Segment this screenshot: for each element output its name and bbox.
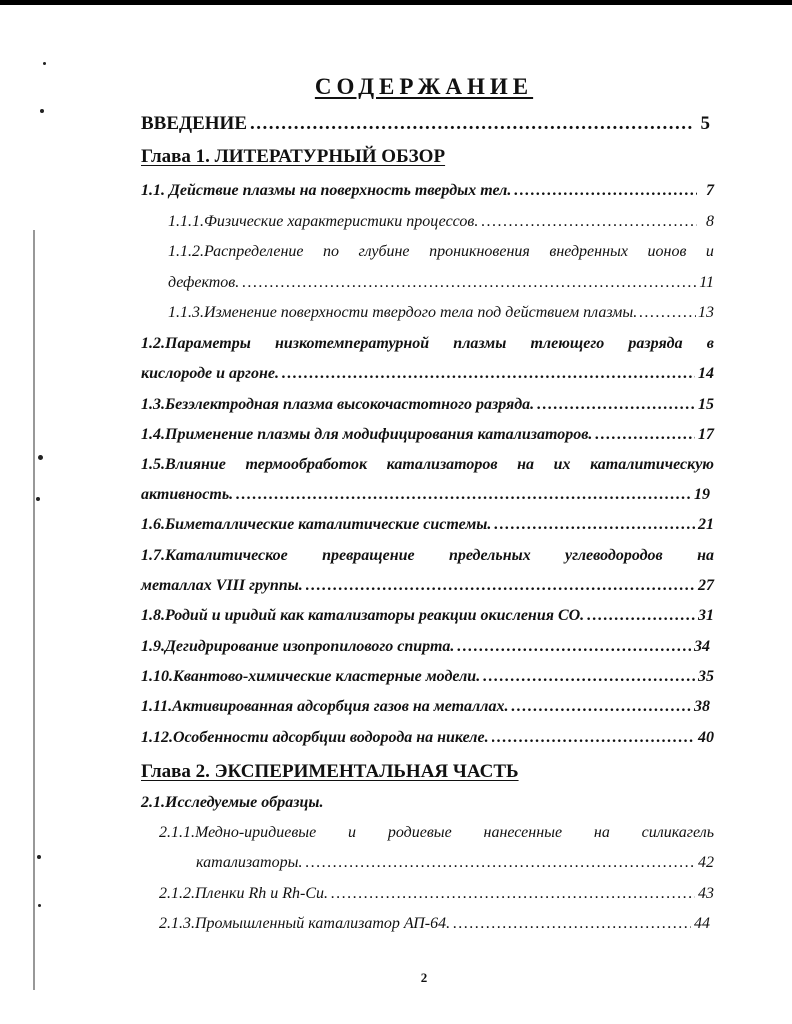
entry-label: 1.6.Биметаллические каталитические системы.	[141, 516, 492, 533]
entry-word: тлеющего	[530, 335, 605, 352]
toc-entry	[141, 516, 714, 534]
toc-entry	[141, 794, 323, 812]
toc-entry-continuation	[196, 854, 714, 872]
scan-speck	[38, 455, 43, 460]
chapter1-heading: Глава 1. ЛИТЕРАТУРНЫЙ ОБЗОР	[141, 146, 446, 167]
entry-label: 1.1.3.Изменение поверхности твердого тела под действием плазмы.	[168, 304, 638, 321]
page-number: 2	[420, 970, 428, 985]
leader-dots	[595, 426, 695, 444]
toc-entry-continuation	[141, 486, 710, 504]
toc-entry	[141, 698, 710, 716]
entry-word: их	[553, 456, 571, 473]
scan-speck	[40, 109, 44, 113]
scan-top-border	[0, 0, 792, 5]
toc-entry	[159, 885, 714, 903]
entry-word: каталитическую	[590, 456, 714, 473]
toc-entry-wrapped	[141, 456, 714, 474]
entry-word: ионов	[647, 243, 687, 260]
entry-page: 13	[698, 304, 714, 321]
toc-entry-continuation	[141, 365, 714, 383]
entry-word: и	[348, 824, 357, 841]
toc-entry-wrapped	[141, 547, 714, 565]
entry-word: нанесенные	[483, 824, 563, 841]
toc-title: СОДЕРЖАНИЕ	[314, 74, 534, 99]
entry-page: 8	[706, 213, 714, 230]
entry-page: 42	[698, 854, 714, 871]
entry-label: 1.12.Особенности адсорбции водорода на никеле.	[141, 729, 489, 746]
entry-page: 27	[698, 577, 714, 594]
leader-dots	[242, 274, 696, 292]
leader-dots	[305, 854, 695, 872]
entry-word: термообработок	[245, 456, 368, 473]
toc-entry-wrapped	[168, 243, 714, 261]
entry-label: дефектов.	[168, 274, 240, 291]
scan-speck	[38, 904, 41, 907]
entry-word: 1.7.Каталитическое	[141, 547, 288, 564]
entry-word: 1.1.2.Распределение	[168, 243, 304, 260]
entry-word: на	[593, 824, 610, 841]
entry-word: предельных	[448, 547, 531, 564]
entry-word: внедренных	[549, 243, 628, 260]
entry-page: 15	[698, 396, 714, 413]
entry-word: углеводородов	[565, 547, 663, 564]
leader-dots	[282, 365, 695, 383]
entry-word: родиевые	[387, 824, 452, 841]
entry-word: разряда	[628, 335, 683, 352]
entry-word: проникновения	[429, 243, 530, 260]
entry-label: 1.11.Активированная адсорбция газов на металлах.	[141, 698, 509, 715]
toc-entry-wrapped	[141, 335, 714, 353]
entry-page: 35	[698, 668, 714, 685]
entry-label: активность.	[141, 486, 234, 503]
toc-entry	[141, 729, 714, 747]
entry-word: на	[517, 456, 535, 473]
entry-page: 19	[694, 486, 710, 503]
entry-page: 21	[698, 516, 714, 533]
entry-page: 31	[698, 607, 714, 624]
leader-dots	[537, 396, 695, 414]
entry-label: 1.9.Дегидрирование изопропилового спирта.	[141, 638, 455, 655]
entry-word: превращение	[322, 547, 415, 564]
entry-word: 1.5.Влияние	[141, 456, 226, 473]
entry-page: 14	[698, 365, 714, 382]
toc-entry-intro	[141, 113, 710, 135]
entry-page: 5	[700, 113, 710, 134]
toc-entry	[141, 668, 714, 686]
entry-word: 1.2.Параметры	[141, 335, 251, 352]
entry-label: катализаторы.	[196, 854, 303, 871]
entry-label: 1.3.Безэлектродная плазма высокочастотного разряда.	[141, 396, 535, 413]
entry-label: 2.1.3.Промышленный катализатор АП-64.	[159, 915, 451, 932]
leader-dots	[587, 607, 695, 625]
entry-word: низкотемпературной	[275, 335, 430, 352]
entry-page: 34	[694, 638, 710, 655]
entry-label: 2.1.Исследуемые образцы.	[141, 794, 324, 811]
entry-page: 38	[694, 698, 710, 715]
entry-label: кислороде и аргоне.	[141, 365, 279, 382]
entry-word: катализаторов	[386, 456, 498, 473]
toc-entry	[141, 638, 710, 656]
scan-speck	[43, 62, 46, 65]
toc-entry	[141, 396, 714, 414]
leader-dots	[481, 213, 697, 231]
scan-speck	[37, 855, 41, 859]
leader-dots	[250, 113, 693, 135]
leader-dots	[331, 885, 695, 903]
entry-page: 11	[699, 274, 714, 291]
toc-entry-wrapped	[159, 824, 714, 842]
entry-word: плазмы	[453, 335, 507, 352]
entry-label: 2.1.2.Пленки Rh и Rh-Cu.	[159, 885, 328, 902]
leader-dots	[236, 486, 691, 504]
leader-dots	[511, 698, 691, 716]
leader-dots	[453, 915, 691, 933]
leader-dots	[492, 729, 695, 747]
entry-page: 44	[694, 915, 710, 932]
leader-dots	[306, 577, 695, 595]
entry-word: 2.1.1.Медно-иридиевые	[159, 824, 317, 841]
toc-entry-continuation	[141, 577, 714, 595]
entry-label: 1.1. Действие плазмы на поверхность твердых тел.	[141, 182, 512, 199]
entry-page: 7	[706, 182, 714, 199]
scan-left-edge	[33, 230, 35, 990]
entry-label: 1.8.Родий и иридий как катализаторы реакции окисления СО.	[141, 607, 585, 624]
leader-dots	[514, 182, 697, 200]
entry-page: 17	[698, 426, 714, 443]
toc-entry	[168, 304, 714, 322]
toc-entry	[141, 607, 714, 625]
entry-page: 43	[698, 885, 714, 902]
entry-word: и	[705, 243, 714, 260]
leader-dots	[639, 304, 696, 322]
entry-word: по	[323, 243, 340, 260]
leader-dots	[457, 638, 691, 656]
toc-entry	[159, 915, 710, 933]
entry-word: в	[706, 335, 714, 352]
entry-label: 1.4.Применение плазмы для модифицирования катализаторов.	[141, 426, 593, 443]
entry-label: 1.10.Квантово-химические кластерные модели.	[141, 668, 481, 685]
entry-label: ВВЕДЕНИЕ	[141, 113, 247, 134]
toc-entry-continuation	[168, 274, 714, 292]
toc-entry	[141, 426, 714, 444]
entry-word: глубине	[358, 243, 410, 260]
entry-page: 40	[698, 729, 714, 746]
leader-dots	[483, 668, 695, 686]
scan-speck	[36, 497, 40, 501]
toc-entry	[141, 182, 714, 200]
entry-label: 1.1.1.Физические характеристики процессов.	[168, 213, 479, 230]
entry-word: силикагель	[641, 824, 714, 841]
entry-word: на	[697, 547, 714, 564]
chapter2-heading: Глава 2. ЭКСПЕРИМЕНТАЛЬНАЯ ЧАСТЬ	[141, 761, 519, 782]
toc-entry	[168, 213, 714, 231]
leader-dots	[494, 516, 695, 534]
entry-label: металлах VIII группы.	[141, 577, 303, 594]
